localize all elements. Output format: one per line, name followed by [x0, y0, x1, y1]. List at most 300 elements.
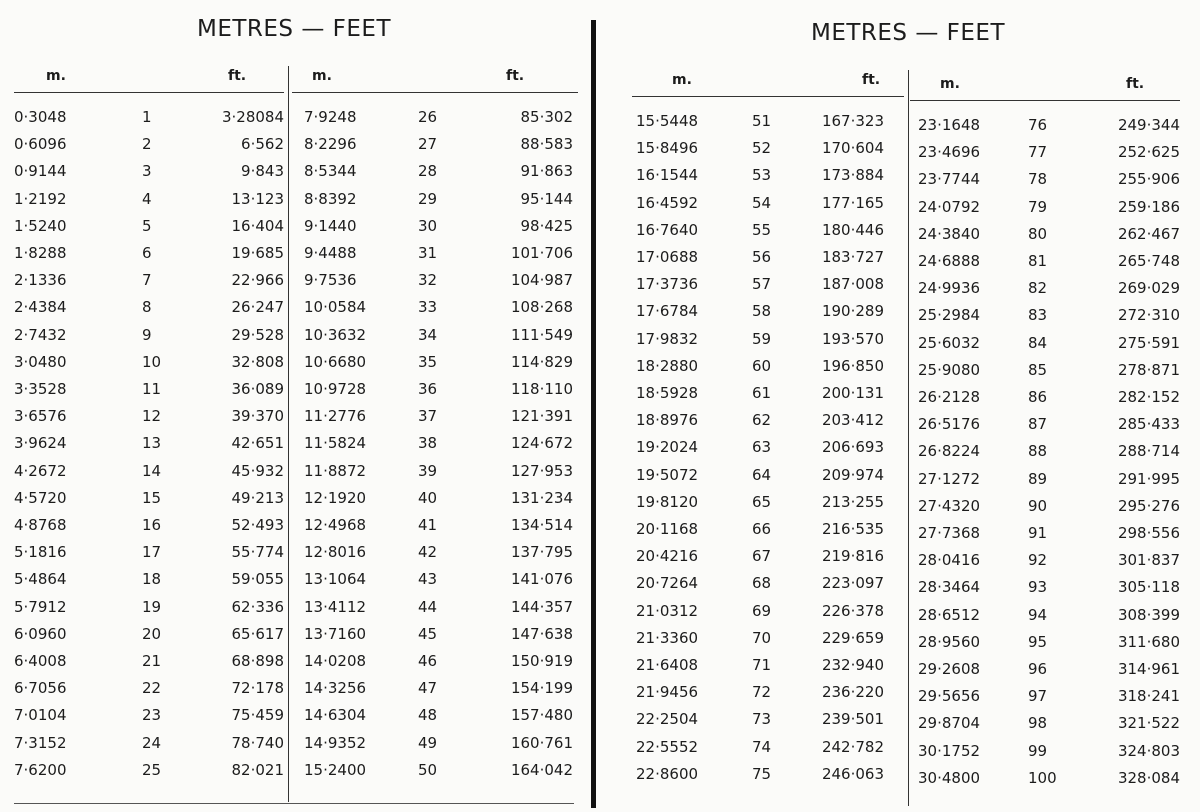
feet-index: 41 [418, 516, 438, 534]
feet-index: 16 [142, 516, 162, 534]
feet-value: 239·501 [821, 710, 884, 729]
table-row [14, 271, 284, 298]
metres-value: 29·5656 [918, 687, 981, 706]
feet-index: 32 [418, 271, 438, 290]
metres-value: 29·8704 [918, 714, 981, 733]
metres-value: 26·8224 [918, 442, 981, 461]
feet-index: 37 [418, 407, 438, 426]
feet-value: 154·199 [510, 679, 573, 698]
feet-index: 78 [1028, 170, 1048, 189]
header-metres: m. [46, 68, 66, 84]
column-header-row [632, 66, 904, 97]
feet-value: 324·803 [1117, 741, 1180, 760]
feet-value: 82·021 [231, 760, 284, 779]
feet-index: 17 [142, 543, 162, 562]
metres-value: 24·6888 [918, 252, 981, 270]
feet-index: 51 [752, 112, 772, 130]
table-row [632, 520, 904, 547]
metres-value: 14·3256 [304, 679, 367, 698]
feet-index: 93 [1028, 578, 1048, 597]
feet-value: 278·871 [1117, 360, 1180, 379]
feet-value: 183·727 [821, 248, 884, 266]
metres-value: 0·3048 [14, 108, 67, 126]
feet-index: 52 [752, 139, 772, 158]
feet-index: 76 [1028, 116, 1048, 134]
metres-value: 4·2672 [14, 461, 67, 480]
table-row [14, 543, 284, 570]
metres-value: 22·2504 [636, 710, 699, 729]
feet-value: 98·425 [520, 216, 573, 235]
table-row [910, 170, 1180, 197]
table-row [292, 489, 578, 516]
table-row [14, 434, 284, 461]
metres-value: 0·6096 [14, 135, 67, 154]
feet-value: 226·378 [821, 601, 884, 620]
metres-value: 6·4008 [14, 652, 67, 670]
metres-value: 17·9832 [636, 329, 699, 348]
feet-value: 114·829 [510, 352, 573, 371]
feet-value: 167·323 [821, 112, 884, 130]
feet-index: 53 [752, 166, 772, 185]
table-row [632, 384, 904, 411]
feet-index: 64 [752, 465, 772, 484]
metres-value: 12·1920 [304, 488, 367, 507]
table-row [632, 166, 904, 193]
feet-index: 83 [1028, 306, 1048, 325]
feet-value: 85·302 [520, 108, 573, 126]
table-row [292, 679, 578, 706]
table-row [910, 198, 1180, 225]
feet-index: 98 [1028, 714, 1048, 733]
feet-value: 72·178 [231, 679, 284, 698]
column-divider [288, 66, 289, 802]
table-row [292, 761, 578, 788]
table-row [292, 543, 578, 570]
feet-value: 137·795 [510, 543, 573, 562]
feet-index: 91 [1028, 524, 1048, 542]
feet-value: 164·042 [510, 760, 573, 779]
feet-value: 160·761 [510, 733, 573, 752]
metres-value: 18·5928 [636, 384, 699, 402]
feet-value: 255·906 [1117, 170, 1180, 189]
table-row [292, 380, 578, 407]
table-row [14, 761, 284, 788]
metres-value: 14·6304 [304, 706, 367, 725]
table-row [14, 407, 284, 434]
table-row [910, 143, 1180, 170]
feet-index: 33 [418, 298, 438, 317]
metres-value: 25·2984 [918, 306, 981, 325]
feet-index: 35 [418, 352, 438, 371]
feet-value: 26·247 [231, 298, 284, 317]
metres-value: 23·1648 [918, 116, 981, 134]
table-row [292, 516, 578, 543]
feet-index: 65 [752, 492, 772, 511]
table-row [14, 353, 284, 380]
feet-value: 55·774 [231, 543, 284, 562]
feet-index: 89 [1028, 469, 1048, 488]
feet-value: 219·816 [821, 547, 884, 566]
table-row [292, 734, 578, 761]
header-feet: ft. [228, 68, 247, 84]
feet-index: 62 [752, 411, 772, 430]
feet-index: 2 [142, 135, 152, 154]
left-page [8, 0, 580, 812]
metres-value: 28·6512 [918, 605, 981, 624]
feet-value: 272·310 [1117, 306, 1180, 325]
metres-value: 10·3632 [304, 325, 367, 344]
table-row [910, 470, 1180, 497]
table-row [14, 598, 284, 625]
feet-value: 311·680 [1117, 632, 1180, 651]
table-row [292, 271, 578, 298]
feet-value: 127·953 [510, 461, 573, 480]
feet-index: 61 [752, 384, 772, 402]
feet-value: 118·110 [510, 380, 573, 398]
table-row [910, 306, 1180, 333]
table-row [632, 194, 904, 221]
table-row [632, 139, 904, 166]
feet-index: 90 [1028, 496, 1048, 515]
feet-value: 111·549 [510, 325, 573, 344]
feet-value: 75·459 [231, 706, 284, 725]
feet-index: 79 [1028, 197, 1048, 216]
table-row [14, 706, 284, 733]
feet-index: 13 [142, 434, 162, 453]
table-row [14, 298, 284, 325]
table-row [632, 602, 904, 629]
feet-index: 77 [1028, 143, 1048, 162]
metres-value: 19·2024 [636, 438, 699, 457]
metres-value: 11·8872 [304, 461, 367, 480]
feet-value: 229·659 [821, 628, 884, 647]
table-row [292, 625, 578, 652]
feet-value: 134·514 [510, 516, 573, 534]
table-row [910, 225, 1180, 252]
feet-index: 80 [1028, 224, 1048, 243]
feet-value: 295·276 [1117, 496, 1180, 515]
feet-index: 71 [752, 656, 772, 674]
feet-index: 27 [418, 135, 438, 154]
metres-value: 2·7432 [14, 325, 67, 344]
feet-value: 147·638 [510, 624, 573, 643]
table-row [910, 606, 1180, 633]
feet-index: 7 [142, 271, 152, 290]
table-row [14, 570, 284, 597]
metres-value: 19·8120 [636, 492, 699, 511]
feet-value: 52·493 [231, 516, 284, 534]
feet-value: 213·255 [821, 492, 884, 511]
metres-value: 18·8976 [636, 411, 699, 430]
feet-index: 59 [752, 329, 772, 348]
metres-value: 7·0104 [14, 706, 67, 725]
feet-index: 19 [142, 597, 162, 616]
feet-index: 24 [142, 733, 162, 752]
feet-value: 190·289 [821, 302, 884, 321]
feet-index: 68 [752, 574, 772, 593]
feet-index: 25 [142, 760, 162, 779]
metres-value: 0·9144 [14, 162, 67, 181]
feet-value: 95·144 [520, 189, 573, 208]
feet-value: 203·412 [821, 411, 884, 430]
feet-index: 94 [1028, 605, 1048, 624]
feet-index: 11 [142, 380, 162, 398]
table-row [910, 687, 1180, 714]
metres-value: 26·2128 [918, 388, 981, 406]
table-row [910, 524, 1180, 551]
table-row [632, 710, 904, 737]
metres-value: 28·9560 [918, 632, 981, 651]
feet-value: 141·076 [510, 570, 573, 589]
metres-value: 17·0688 [636, 248, 699, 266]
table-row [632, 547, 904, 574]
column-header-row [292, 62, 578, 93]
feet-value: 249·344 [1117, 116, 1180, 134]
feet-index: 39 [418, 461, 438, 480]
feet-value: 291·995 [1117, 469, 1180, 488]
feet-value: 108·268 [510, 298, 573, 317]
metres-value: 7·3152 [14, 733, 67, 752]
table-row [14, 217, 284, 244]
table-row [910, 279, 1180, 306]
header-metres: m. [672, 72, 692, 88]
feet-index: 84 [1028, 333, 1048, 352]
metres-value: 27·4320 [918, 496, 981, 515]
feet-index: 34 [418, 325, 438, 344]
feet-value: 314·961 [1117, 660, 1180, 678]
feet-value: 193·570 [821, 329, 884, 348]
metres-value: 10·0584 [304, 298, 367, 317]
metres-value: 3·3528 [14, 380, 67, 398]
table-block-metres-76-100 [910, 70, 1180, 810]
feet-value: 29·528 [231, 325, 284, 344]
table-row [632, 493, 904, 520]
metres-value: 10·6680 [304, 352, 367, 371]
feet-index: 45 [418, 624, 438, 643]
feet-value: 209·974 [821, 465, 884, 484]
metres-value: 8·8392 [304, 189, 357, 208]
feet-index: 85 [1028, 360, 1048, 379]
metres-value: 13·1064 [304, 570, 367, 589]
metres-value: 20·7264 [636, 574, 699, 593]
header-feet: ft. [506, 68, 525, 84]
feet-index: 40 [418, 488, 438, 507]
table-row [14, 734, 284, 761]
feet-index: 57 [752, 275, 772, 294]
metres-value: 8·5344 [304, 162, 357, 181]
feet-index: 6 [142, 244, 152, 262]
feet-index: 14 [142, 461, 162, 480]
feet-index: 97 [1028, 687, 1048, 706]
feet-index: 49 [418, 733, 438, 752]
table-row [910, 660, 1180, 687]
table-block-metres-51-75 [632, 66, 904, 806]
metres-value: 12·4968 [304, 516, 367, 534]
table-row [632, 275, 904, 302]
feet-value: 252·625 [1117, 143, 1180, 162]
feet-index: 30 [418, 216, 438, 235]
feet-index: 31 [418, 244, 438, 262]
feet-value: 262·467 [1117, 224, 1180, 243]
feet-value: 42·651 [231, 434, 284, 453]
metres-value: 5·1816 [14, 543, 67, 562]
feet-value: 275·591 [1117, 333, 1180, 352]
table-row [292, 108, 578, 135]
table-row [910, 578, 1180, 605]
metres-value: 14·9352 [304, 733, 367, 752]
table-row [292, 462, 578, 489]
metres-value: 11·2776 [304, 407, 367, 426]
feet-index: 28 [418, 162, 438, 181]
metres-value: 28·3464 [918, 578, 981, 597]
metres-value: 1·2192 [14, 189, 67, 208]
table-row [632, 466, 904, 493]
metres-value: 26·5176 [918, 415, 981, 434]
metres-value: 25·9080 [918, 360, 981, 379]
feet-value: 246·063 [821, 764, 884, 783]
table-row [632, 438, 904, 465]
table-row [910, 497, 1180, 524]
feet-index: 23 [142, 706, 162, 725]
feet-index: 36 [418, 380, 438, 398]
feet-value: 39·370 [231, 407, 284, 426]
metres-value: 7·9248 [304, 108, 357, 126]
table-row [292, 652, 578, 679]
feet-index: 3 [142, 162, 152, 181]
table-row [292, 706, 578, 733]
table-row [14, 462, 284, 489]
metres-value: 29·2608 [918, 660, 981, 678]
table-row [632, 574, 904, 601]
feet-value: 265·748 [1117, 252, 1180, 270]
table-row [632, 738, 904, 765]
metres-value: 10·9728 [304, 380, 367, 398]
feet-index: 8 [142, 298, 152, 317]
metres-value: 20·4216 [636, 547, 699, 566]
table-row [292, 598, 578, 625]
metres-value: 21·0312 [636, 601, 699, 620]
table-row [632, 656, 904, 683]
feet-value: 318·241 [1117, 687, 1180, 706]
feet-index: 22 [142, 679, 162, 698]
metres-value: 6·0960 [14, 624, 67, 643]
feet-value: 180·446 [821, 220, 884, 239]
feet-index: 5 [142, 216, 152, 235]
metres-value: 4·5720 [14, 488, 67, 507]
metres-value: 12·8016 [304, 543, 367, 562]
feet-index: 48 [418, 706, 438, 725]
metres-value: 25·6032 [918, 333, 981, 352]
header-feet: ft. [1126, 76, 1145, 92]
metres-value: 16·7640 [636, 220, 699, 239]
metres-value: 23·7744 [918, 170, 981, 189]
feet-index: 67 [752, 547, 772, 566]
feet-index: 99 [1028, 741, 1048, 760]
feet-index: 10 [142, 352, 162, 371]
feet-index: 87 [1028, 415, 1048, 434]
feet-value: 173·884 [821, 166, 884, 185]
feet-index: 72 [752, 683, 772, 702]
table-row [632, 411, 904, 438]
feet-value: 88·583 [520, 135, 573, 154]
feet-value: 45·932 [231, 461, 284, 480]
metres-value: 23·4696 [918, 143, 981, 162]
feet-value: 242·782 [821, 737, 884, 756]
metres-value: 22·5552 [636, 737, 699, 756]
feet-index: 29 [418, 189, 438, 208]
feet-index: 86 [1028, 388, 1048, 406]
table-row [292, 190, 578, 217]
metres-value: 15·8496 [636, 139, 699, 158]
feet-index: 15 [142, 488, 162, 507]
table-row [910, 388, 1180, 415]
feet-value: 196·850 [821, 356, 884, 375]
feet-index: 58 [752, 302, 772, 321]
feet-value: 206·693 [821, 438, 884, 457]
metres-value: 9·4488 [304, 244, 357, 262]
metres-value: 15·5448 [636, 112, 699, 130]
feet-value: 259·186 [1117, 197, 1180, 216]
metres-value: 2·1336 [14, 271, 67, 290]
table-row [292, 217, 578, 244]
table-block-metres-26-50 [292, 62, 578, 802]
table-row [910, 442, 1180, 469]
table-row [292, 326, 578, 353]
metres-value: 14·0208 [304, 652, 367, 670]
feet-index: 47 [418, 679, 438, 698]
table-row [910, 551, 1180, 578]
metres-value: 3·6576 [14, 407, 67, 426]
table-row [292, 298, 578, 325]
feet-value: 32·808 [231, 352, 284, 371]
table-row [910, 116, 1180, 143]
feet-index: 38 [418, 434, 438, 453]
table-row [14, 244, 284, 271]
feet-index: 50 [418, 760, 438, 779]
feet-value: 131·234 [510, 488, 573, 507]
table-row [632, 112, 904, 139]
table-row [14, 652, 284, 679]
table-row [632, 357, 904, 384]
table-row [632, 330, 904, 357]
feet-value: 6·562 [241, 135, 284, 154]
table-row [632, 629, 904, 656]
metres-value: 28·0416 [918, 551, 981, 570]
feet-value: 59·055 [231, 570, 284, 589]
table-row [292, 434, 578, 461]
feet-index: 92 [1028, 551, 1048, 570]
feet-index: 42 [418, 543, 438, 562]
feet-value: 200·131 [821, 384, 884, 402]
metres-value: 15·2400 [304, 760, 367, 779]
metres-value: 8·2296 [304, 135, 357, 154]
table-row [292, 407, 578, 434]
feet-index: 81 [1028, 252, 1048, 270]
metres-value: 21·3360 [636, 628, 699, 647]
table-row [14, 679, 284, 706]
table-row [910, 742, 1180, 769]
feet-value: 157·480 [510, 706, 573, 725]
table-row [292, 244, 578, 271]
feet-value: 177·165 [821, 193, 884, 212]
table-row [14, 516, 284, 543]
feet-index: 70 [752, 628, 772, 647]
feet-index: 18 [142, 570, 162, 589]
metres-value: 1·5240 [14, 216, 67, 235]
metres-value: 19·5072 [636, 465, 699, 484]
table-row [14, 135, 284, 162]
table-block-metres-1-25 [14, 62, 284, 802]
